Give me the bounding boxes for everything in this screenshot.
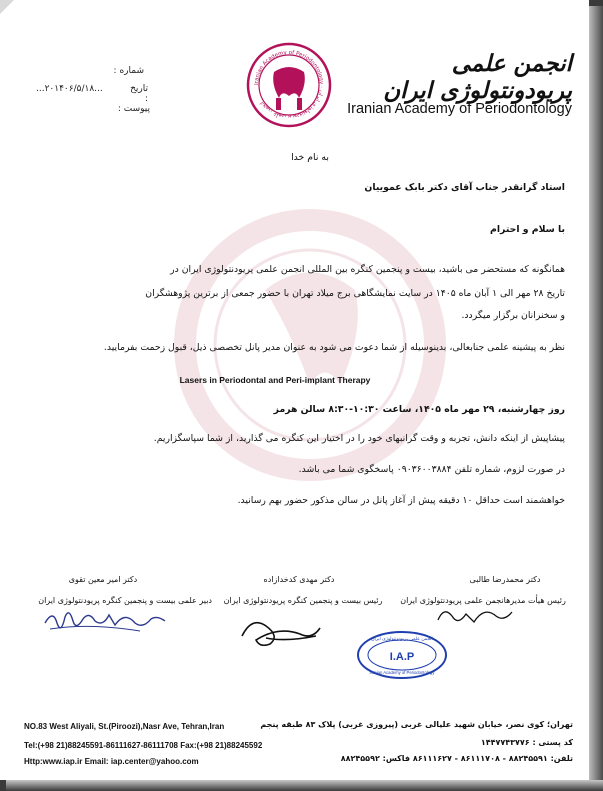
para1-line2: تاریخ ۲۸ مهر الی ۱ آبان ماه ۱۴۰۵ در سایت نمایشگاهی برج میلاد تهران با حضور جمعی از برترین پژوهشگران xyxy=(145,288,565,299)
date-value: ...۲۰۱۴۰۶/۵/۱۸... xyxy=(36,84,103,94)
signature-3-handwritten xyxy=(40,605,170,637)
footer-postal-fa: کد پستی : ۱۴۴۷۷۴۳۷۷۶ xyxy=(480,738,573,747)
page-shadow-right xyxy=(589,6,603,791)
signature-2-handwritten xyxy=(236,608,326,646)
stamp-ring-fa: انجمن علمی پریودونتولوژی ایران xyxy=(371,637,433,642)
recipient: استاد گرانقدر جناب آقای دکتر بابک عموییان xyxy=(364,182,565,193)
request: خواهشمند است حداقل ۱۰ دقیقه پیش از آغاز پانل در سالن مذکور حضور بهم رسانید. xyxy=(237,495,565,506)
signatory-1-title: رئیس هیأت مدیرهانجمن علمی پریودنتولوژی ایران xyxy=(400,596,566,605)
para1-line3: و سخنرانان برگزار میگردد. xyxy=(461,310,565,321)
academy-seal-logo xyxy=(246,42,332,128)
schedule: روز چهارشنبه، ۲۹ مهر ماه ۱۴۰۵، ساعت ۱۰:۳۰-۸:۳۰ سالن هرمز xyxy=(273,404,565,415)
seal-ring-text: Iranian Academy of Periodontology · انجمن علمی پریودونتولوژی ایران xyxy=(253,49,325,121)
panel-title: Lasers in Periodontal and Peri-implant Therapy xyxy=(179,375,371,385)
footer-phones-fa: تلفن: ۸۸۲۴۵۵۹۱ - ۸۶۱۱۱۷۰۸ - ۸۶۱۱۱۶۲۷ فاکس: ۸۸۲۴۵۵۹۲ xyxy=(340,754,573,763)
greeting: با سلام و احترام xyxy=(490,224,565,235)
signatory-3-title: دبیر علمی بیست و پنجمین کنگره پریودنتولوژی ایران xyxy=(38,596,212,605)
number-label: شماره : xyxy=(113,66,144,76)
date-label: تاریخ : xyxy=(130,84,148,104)
footer-web-en: Http:www.iap.ir Email: iap.center@yahoo.com xyxy=(24,757,199,766)
signature-1-handwritten xyxy=(430,600,520,630)
basmala: به نام خدا xyxy=(291,152,329,163)
footer-address-fa: تهران؛ کوی نصر، خیابان شهید علیالی غربی (پیروزی غربی) پلاک ۸۳ طبقه پنجم xyxy=(260,720,573,729)
page-shadow-bottom xyxy=(6,780,603,791)
signatory-1-name: دکتر محمدرضا طالبی xyxy=(469,575,541,584)
contact: در صورت لزوم، شماره تلفن ۰۹۰۳۶۰۰۳۸۸۴ پاسخگوی شما می باشد. xyxy=(298,464,565,475)
invitation-paragraph: نظر به پیشینه علمی جنابعالی، بدینوسیله از شما دعوت می شود به عنوان مدیر پانل تخصصی ذیل، قبول زحمت بفرمایید. xyxy=(103,342,565,353)
signatory-2-title: رئیس بیست و پنجمین کنگره پریودنتولوژی ایران xyxy=(223,596,383,605)
footer-address-en: NO.83 West Aliyali, St.(Piroozi),Nasr Ave, Tehran,Iran xyxy=(24,722,225,731)
thanks: پیشاپیش از اینکه دانش، تجربه و وقت گرانبهای خود را در اختیار این کنگره می گذارید، از شما سپاسگزاریم. xyxy=(153,433,565,444)
signatory-3-name: دکتر امیر معین تقوی xyxy=(68,575,138,584)
iap-stamp xyxy=(356,630,448,680)
stamp-ring-en: Iranian Academy of Periodontology xyxy=(369,670,435,675)
academy-name-en: Iranian Academy of Periodontology xyxy=(347,101,572,117)
attachment-label: پیوست : xyxy=(117,104,150,114)
page-corner-fold xyxy=(0,0,14,14)
watermark-logo xyxy=(170,195,450,525)
stamp-center-text: I.A.P xyxy=(389,651,415,663)
academy-name-fa: انجمن علمی پریودونتولوژی ایران xyxy=(383,50,572,104)
footer-phones-en: Tel:(+98 21)88245591-86111627-86111708 Fax:(+98 21)88245592 xyxy=(24,741,263,750)
para1-line1: همانگونه که مستحضر می باشید، بیست و پنجمین کنگره بین المللی انجمن علمی پریودنتولوژی ایران در xyxy=(170,264,565,275)
signatory-2-name: دکتر مهدی کدخدازاده xyxy=(263,575,335,584)
